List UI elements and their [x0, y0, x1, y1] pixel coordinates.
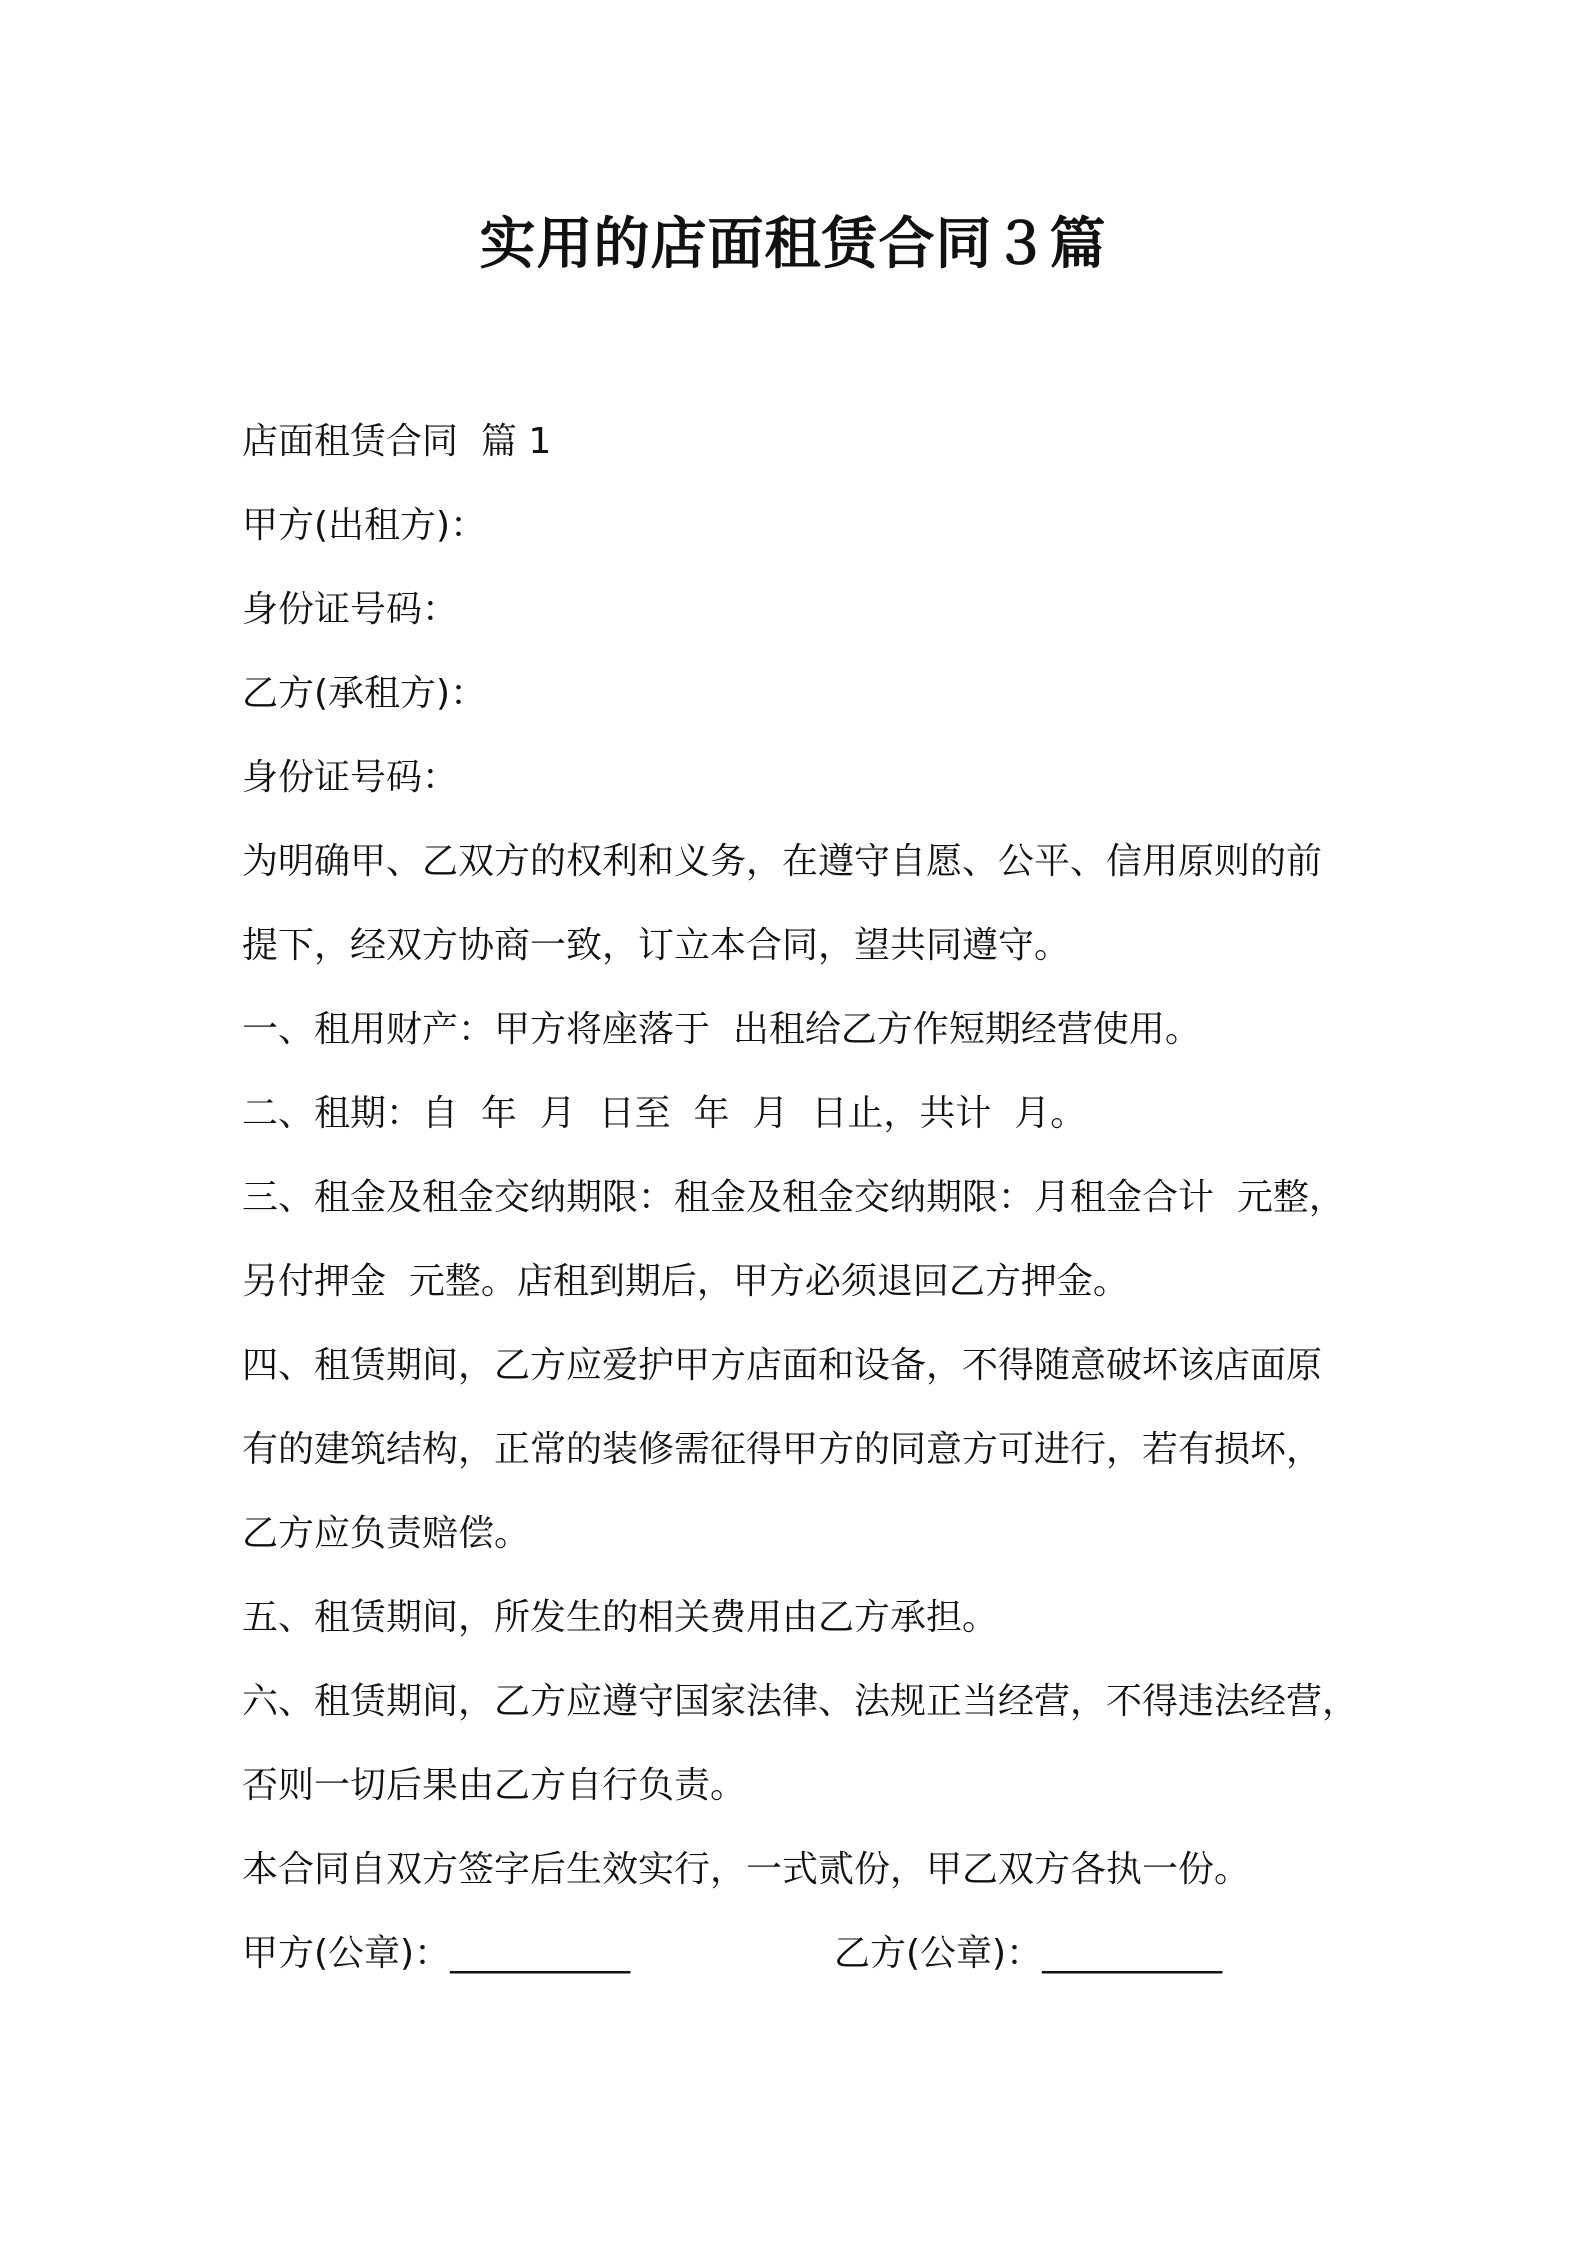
paragraph-line: 提下，经双方协商一致，订立本合同，望共同遵守。 — [242, 925, 1071, 966]
party-a-signature: 甲方(公章)：__________ — [242, 1933, 631, 1974]
closing-line: 本合同自双方签字后生效实行，一式贰份，甲乙双方各执一份。 — [242, 1849, 1251, 1890]
party-b-signature: 乙方(公章)：__________ — [834, 1933, 1223, 1974]
clause-3-cont: 另付押金 元整。店租到期后，甲方必须退回乙方押金。 — [242, 1261, 1129, 1302]
clause-4-cont: 有的建筑结构，正常的装修需征得甲方的同意方可进行，若有损坏， — [242, 1429, 1323, 1470]
party-b-id-line: 身份证号码： — [242, 757, 459, 798]
clause-2: 二、租期：自 年 月 日至 年 月 日止，共计 月。 — [242, 1093, 1087, 1134]
party-a-id-line: 身份证号码： — [242, 589, 459, 630]
clause-4-cont: 乙方应负责赔偿。 — [242, 1513, 531, 1554]
paragraph-line: 为明确甲、乙双方的权利和义务，在遵守自愿、公平、信用原则的前 — [242, 841, 1323, 882]
party-b-line: 乙方(承租方)： — [242, 673, 487, 714]
document-title: 实用的店面租赁合同３篇 — [479, 212, 1107, 277]
signature-row — [242, 1912, 1362, 1996]
party-a-line: 甲方(出租方)： — [242, 505, 487, 546]
clause-5: 五、租赁期间，所发生的相关费用由乙方承担。 — [242, 1597, 999, 1638]
section-heading: 店面租赁合同 篇 1 — [242, 421, 552, 462]
document-body — [242, 400, 1362, 1996]
clause-1: 一、租用财产：甲方将座落于 出租给乙方作短期经营使用。 — [242, 1009, 1201, 1050]
clause-3: 三、租金及租金交纳期限：租金及租金交纳期限：月租金合计 元整， — [242, 1177, 1345, 1218]
clause-6: 六、租赁期间，乙方应遵守国家法律、法规正当经营，不得违法经营， — [242, 1681, 1359, 1722]
clause-6-cont: 否则一切后果由乙方自行负责。 — [242, 1765, 747, 1806]
clause-4: 四、租赁期间，乙方应爱护甲方店面和设备，不得随意破坏该店面原 — [242, 1345, 1323, 1386]
